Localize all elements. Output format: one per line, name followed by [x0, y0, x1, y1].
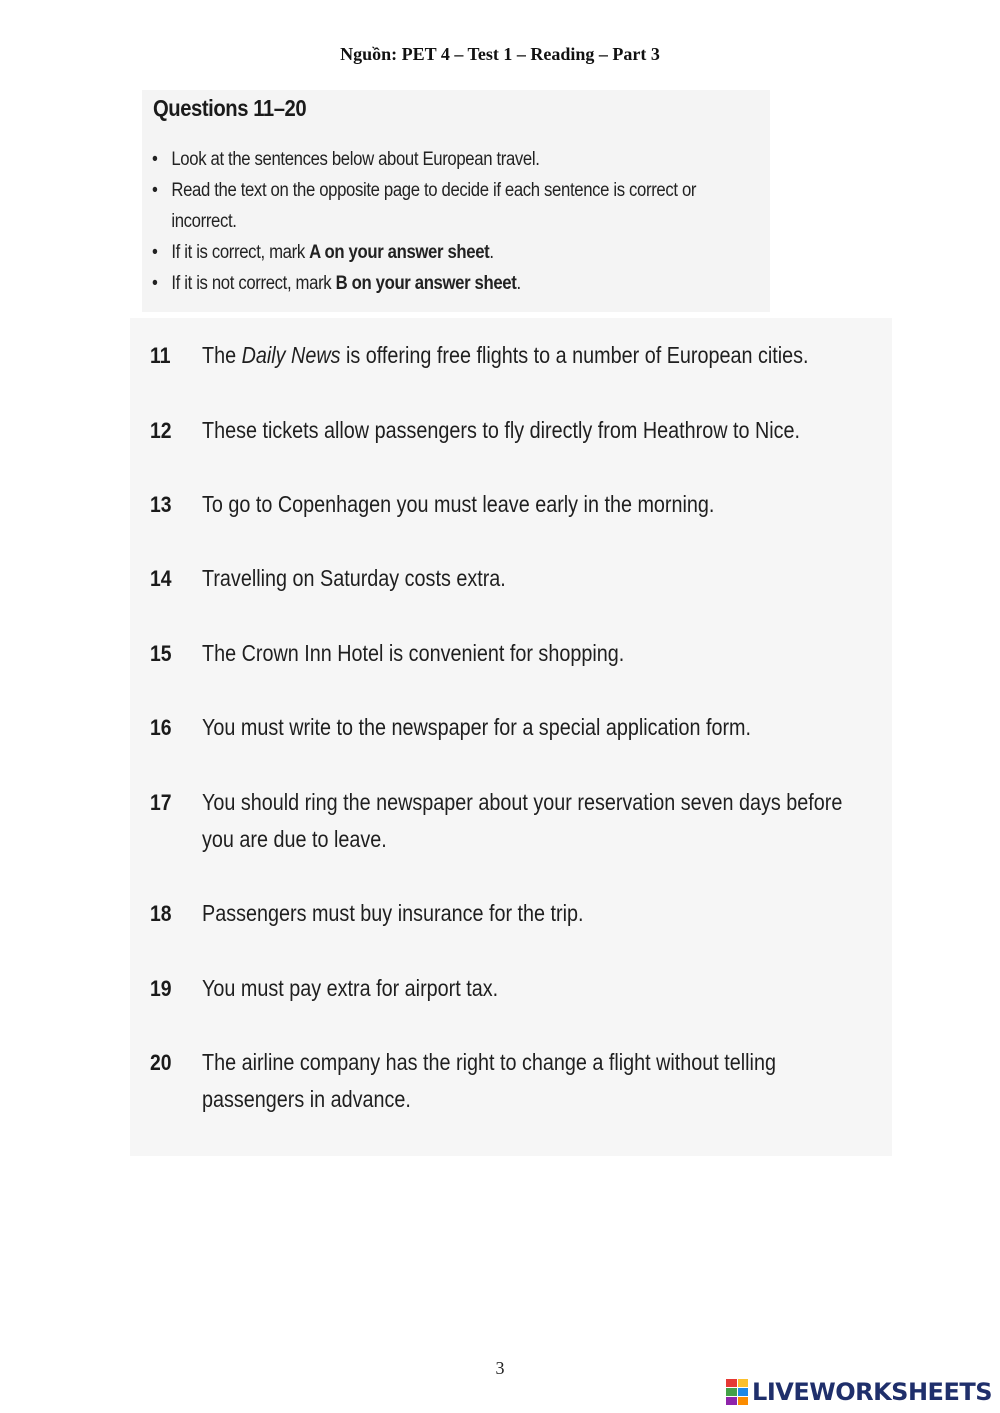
- question-number: 15: [150, 641, 172, 666]
- logo-square: [726, 1388, 737, 1396]
- question-text: These tickets allow passengers to fly directly from Heathrow to Nice.: [202, 417, 801, 443]
- question-number: 13: [150, 492, 172, 517]
- question-text: You must pay extra for airport tax.: [202, 975, 499, 1001]
- instruction-item: [152, 268, 770, 299]
- page-number: 3: [495, 1358, 505, 1378]
- question-text: The airline company has the right to change a flight without telling passengers in advance.: [202, 1049, 776, 1112]
- question-number: 16: [150, 715, 172, 740]
- question-number: 11: [150, 343, 171, 368]
- logo-square: [738, 1397, 749, 1405]
- instructions-list: [152, 144, 854, 299]
- instruction-text: .: [516, 273, 521, 294]
- logo-square: [738, 1379, 749, 1387]
- question-number: 18: [150, 901, 172, 926]
- questions-heading: Questions 11–20: [153, 95, 307, 121]
- bullet-icon: •: [152, 242, 158, 263]
- question-text-part: is offering free flights to a number of European cities.: [340, 342, 809, 368]
- instruction-item: [152, 175, 735, 237]
- question-text: You must write to the newspaper for a special application form.: [202, 714, 752, 740]
- instruction-text: Read the text on the opposite page to decide if each sentence is correct or incorrect.: [171, 180, 697, 232]
- bullet-icon: •: [152, 149, 158, 170]
- newspaper-title: Daily News: [241, 342, 341, 368]
- question-text: [202, 337, 847, 374]
- logo-square: [726, 1379, 737, 1387]
- question-text: Travelling on Saturday costs extra.: [202, 565, 506, 591]
- source-line: Nguồn: PET 4 – Test 1 – Reading – Part 3: [340, 44, 660, 64]
- logo-square: [738, 1388, 749, 1396]
- logo-square: [726, 1397, 737, 1405]
- instruction-bold-text: A on your answer sheet: [309, 242, 490, 263]
- instruction-item: [152, 237, 770, 268]
- question-number: 19: [150, 976, 172, 1001]
- bullet-icon: •: [152, 273, 158, 294]
- question-text: The Crown Inn Hotel is convenient for shopping.: [202, 640, 625, 666]
- instruction-text: Look at the sentences below about European travel.: [171, 149, 540, 170]
- question-text: Passengers must buy insurance for the trip.: [202, 900, 584, 926]
- question-number: 14: [150, 566, 172, 591]
- liveworksheets-icon: [726, 1379, 748, 1405]
- brand-name: LIVEWORKSHEETS: [752, 1378, 992, 1406]
- question-text: You should ring the newspaper about your reservation seven days before you are due to leave.: [202, 789, 843, 852]
- instruction-item: [152, 144, 770, 175]
- question-number: 17: [150, 790, 172, 815]
- liveworksheets-logo: [726, 1378, 992, 1406]
- instruction-text: If it is not correct, mark: [171, 273, 336, 294]
- question-text-part: The: [202, 342, 242, 368]
- question-number: 12: [150, 418, 172, 443]
- question-text: To go to Copenhagen you must leave early in the morning.: [202, 491, 715, 517]
- instruction-text: .: [489, 242, 494, 263]
- instruction-text: If it is correct, mark: [171, 242, 310, 263]
- question-number: 20: [150, 1050, 172, 1075]
- instruction-bold-text: B on your answer sheet: [335, 273, 517, 294]
- bullet-icon: •: [152, 180, 158, 201]
